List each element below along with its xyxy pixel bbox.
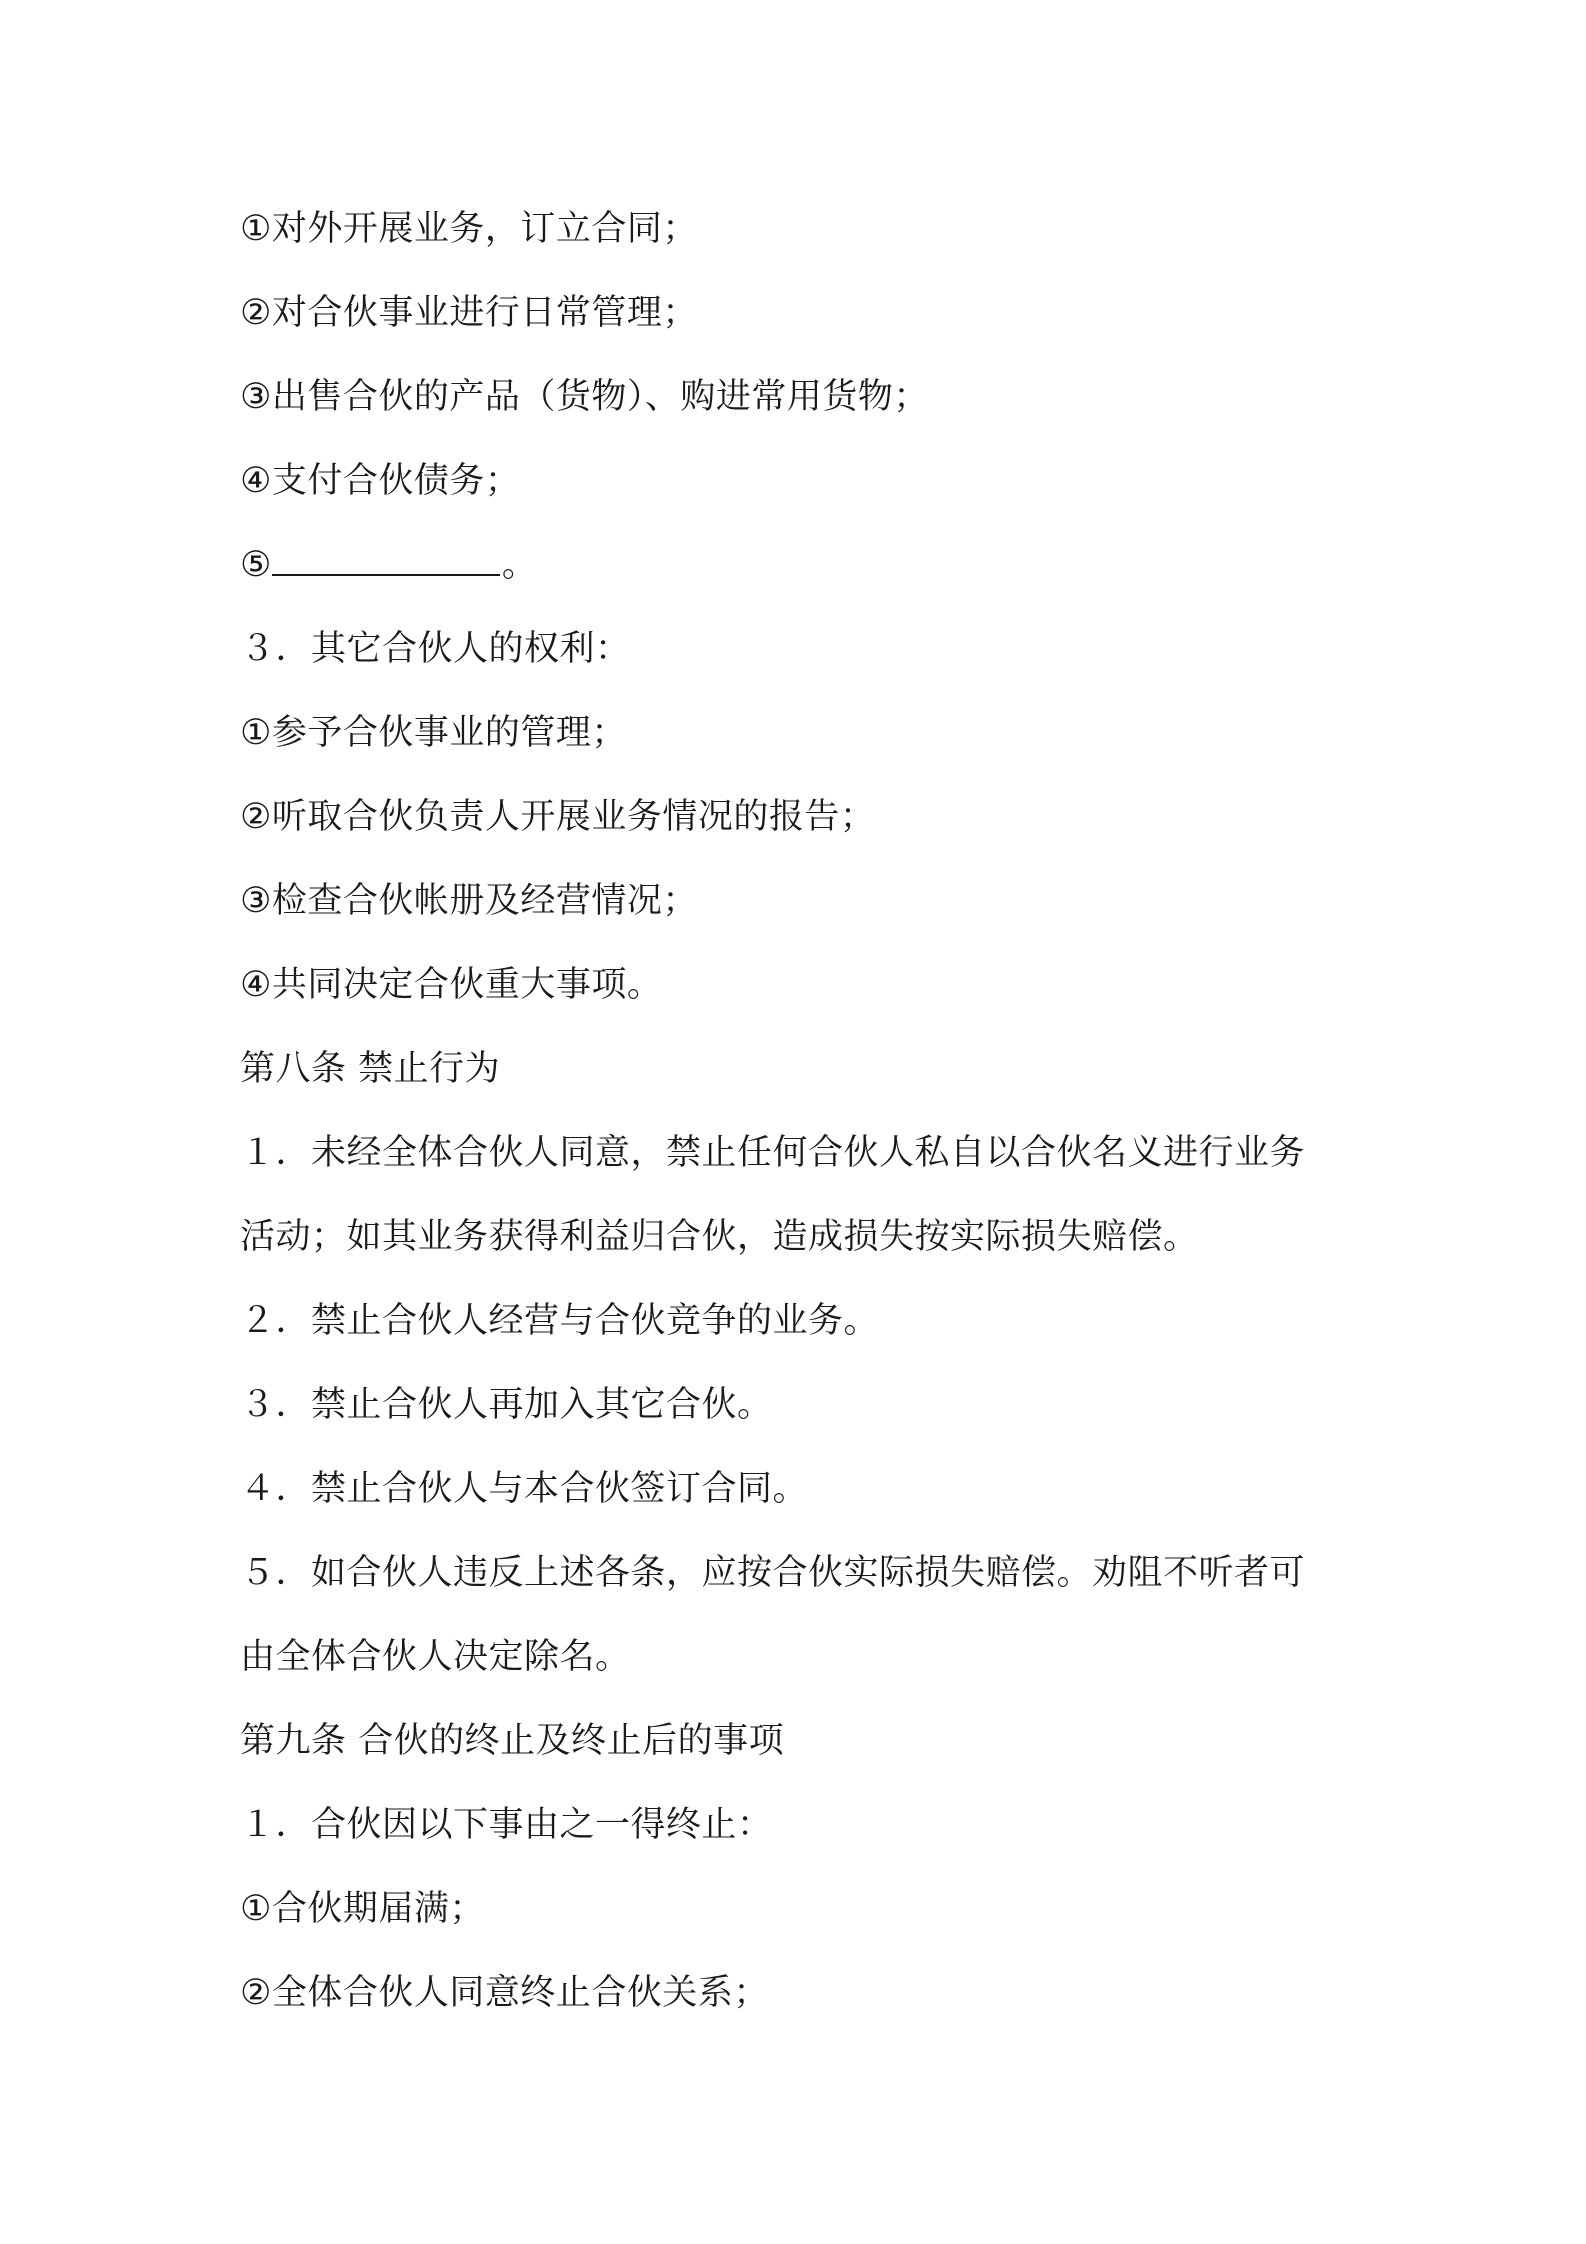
clause-item: ②听取合伙负责人开展业务情况的报告； [240,797,876,837]
clause-paragraph-continued: 由全体合伙人决定除名。 [240,1637,631,1677]
fill-in-blank [272,544,500,576]
item-end-mark: 。 [501,545,538,585]
clause-item: ②对合伙事业进行日常管理； [240,293,698,333]
clause-item: ①对外开展业务，订立合同； [240,209,698,249]
clause-item: ④支付合伙债务； [240,461,521,501]
clause-item: ①参予合伙事业的管理； [240,713,627,753]
clause-item: ④共同决定合伙重大事项。 [240,965,663,1005]
clause-paragraph: ４．禁止合伙人与本合伙签订合同。 [240,1469,809,1509]
clause-paragraph-continued: 活动；如其业务获得利益归合伙，造成损失按实际损失赔偿。 [240,1217,1199,1257]
clause-item: ①合伙期届满； [240,1889,485,1929]
clause-paragraph: １．合伙因以下事由之一得终止： [240,1805,773,1845]
clause-paragraph: １．未经全体合伙人同意，禁止任何合伙人私自以合伙名义进行业务 [240,1133,1306,1173]
clause-item: ③检查合伙帐册及经营情况； [240,881,698,921]
article-heading: 第九条 合伙的终止及终止后的事项 [240,1721,785,1761]
section-subheading: ３．其它合伙人的权利： [240,629,631,669]
clause-paragraph: ３．禁止合伙人再加入其它合伙。 [240,1385,773,1425]
item-number: ⑤ [240,545,272,585]
clause-paragraph: ２．禁止合伙人经营与合伙竞争的业务。 [240,1301,880,1341]
clause-item: ②全体合伙人同意终止合伙关系； [240,1973,769,2013]
clause-item-blank [240,543,537,587]
clause-item: ③出售合伙的产品（货物）、购进常用货物； [240,377,929,417]
article-heading: 第八条 禁止行为 [240,1049,501,1089]
clause-paragraph: ５．如合伙人违反上述各条，应按合伙实际损失赔偿。劝阻不听者可 [240,1553,1306,1593]
